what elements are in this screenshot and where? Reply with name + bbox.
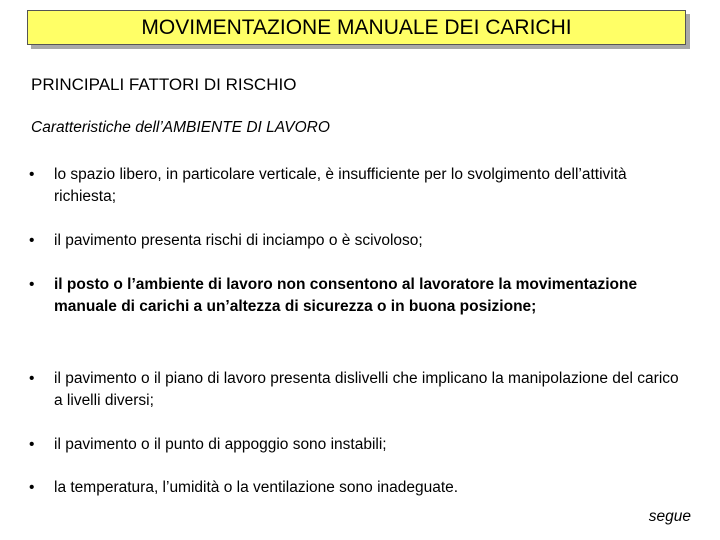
- list-item-text: la temperatura, l’umidità o la ventilazione sono inadeguate.: [54, 479, 459, 496]
- section-heading: PRINCIPALI FATTORI DI RISCHIO: [31, 75, 297, 94]
- title-banner: [27, 10, 686, 45]
- list-item-text: il pavimento o il piano di lavoro presenta dislivelli che implicano la manipolazione del carico a livelli diversi;: [54, 370, 679, 409]
- list-item-text: lo spazio libero, in particolare verticale, è insufficiente per lo svolgimento dell’attività richiesta;: [54, 166, 627, 205]
- list-item-text: il posto o l’ambiente di lavoro non consentono al lavoratore la movimentazione manuale di carichi a un’altezza di sicurezza o in buona posizione;: [54, 276, 638, 315]
- bullet-icon: •: [29, 479, 35, 496]
- page-title: MOVIMENTAZIONE MANUALE DEI CARICHI: [141, 15, 572, 39]
- bullet-icon: •: [29, 232, 35, 249]
- list-item-text: il pavimento presenta rischi di inciampo o è scivoloso;: [54, 232, 423, 249]
- bullet-icon: •: [29, 436, 35, 453]
- bullet-icon: •: [29, 276, 35, 293]
- list-item-text: il pavimento o il punto di appoggio sono instabili;: [54, 436, 387, 453]
- section-subheading: Caratteristiche dell’AMBIENTE DI LAVORO: [31, 119, 330, 136]
- bullet-icon: •: [29, 166, 35, 183]
- continue-note: segue: [648, 508, 691, 525]
- bullet-icon: •: [29, 370, 35, 387]
